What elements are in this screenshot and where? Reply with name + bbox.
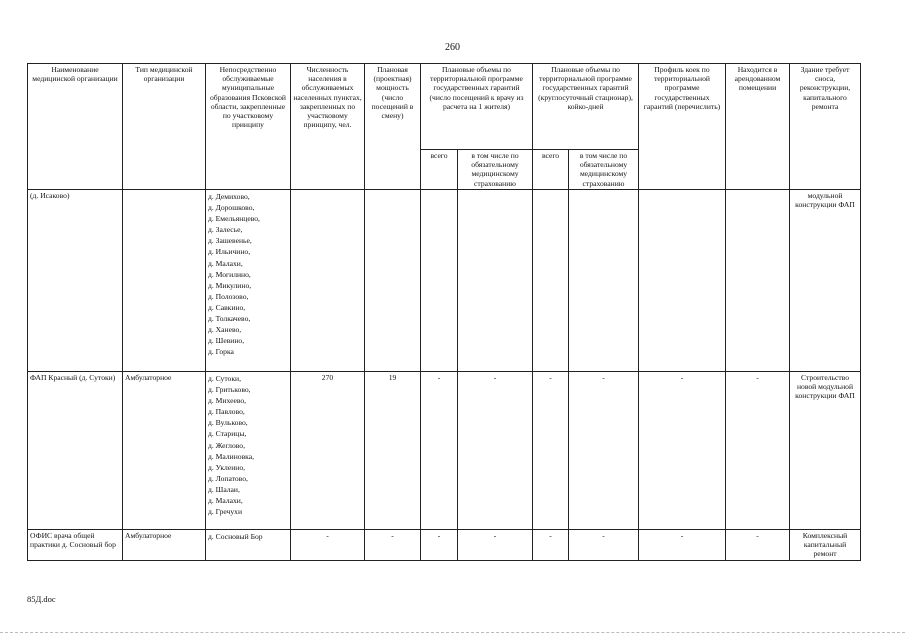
cell-op-oms: - bbox=[458, 530, 533, 561]
cell-type bbox=[123, 190, 206, 372]
village-name: д. Малахи, bbox=[208, 258, 243, 268]
cell-name: (д. Исаково) bbox=[28, 190, 123, 372]
header-population: Численность населения в обслуживаемых населенных пунктах, закрепленных по участковому принципу, чел. bbox=[291, 64, 365, 190]
cell-beds: - bbox=[639, 530, 726, 561]
header-rented: Находится в арендованном помещении bbox=[726, 64, 790, 190]
header-outpatient-volume: Плановые объемы по территориальной программе государственных гарантий (число посещений к врачу из расчета на 1 жителя) bbox=[421, 64, 533, 150]
village-name: д. Гритьково, bbox=[208, 385, 251, 395]
header-name: Наименование медицинской организации bbox=[28, 64, 123, 190]
header-beds-profile: Профиль коек по территориальной программе государственных гарантий (перечислить) bbox=[639, 64, 726, 190]
header-op-total: всего bbox=[421, 150, 458, 190]
cell-type: Амбулаторное bbox=[123, 372, 206, 530]
village-name: д. Микулино, bbox=[208, 280, 252, 290]
village-name: д. Лопатово, bbox=[208, 473, 248, 483]
cell-ip-oms bbox=[569, 190, 639, 372]
cell-capacity bbox=[365, 190, 421, 372]
cell-rented: - bbox=[726, 530, 790, 561]
cell-villages bbox=[206, 530, 291, 561]
cell-ip-oms: - bbox=[569, 530, 639, 561]
cell-building: Строительство новой модульной конструкции ФАП bbox=[790, 372, 861, 530]
cell-rented bbox=[726, 190, 790, 372]
village-name: д. Савкино, bbox=[208, 302, 246, 312]
table-row bbox=[28, 190, 861, 372]
header-capacity: Плановая (проектная) мощность (число посещений в смену) bbox=[365, 64, 421, 190]
village-name: д. Сутоки, bbox=[208, 374, 241, 383]
cell-ip-total: - bbox=[533, 530, 569, 561]
page-number: 260 bbox=[445, 42, 460, 53]
cell-type: Амбулаторное bbox=[123, 530, 206, 561]
cell-population: 270 bbox=[291, 372, 365, 530]
scan-edge-line bbox=[0, 632, 905, 633]
village-name: д. Сосновый Бор bbox=[208, 532, 263, 541]
village-name: д. Полозово, bbox=[208, 291, 249, 301]
village-name: д. Зашевенье, bbox=[208, 236, 252, 246]
village-name: д. Уклеино, bbox=[208, 462, 246, 472]
village-name: д. Малахи, bbox=[208, 496, 243, 506]
cell-ip-total: - bbox=[533, 372, 569, 530]
header-ip-oms: в том числе по обязательному медицинскому страхованию bbox=[569, 150, 639, 190]
village-name: д. Павлово, bbox=[208, 407, 245, 417]
village-name: д. Малиновка, bbox=[208, 451, 254, 461]
village-name: д. Шалаи, bbox=[208, 484, 240, 494]
village-name: д. Емельянцево, bbox=[208, 214, 260, 224]
cell-building: модульной конструкции ФАП bbox=[790, 190, 861, 372]
village-name: д. Шевино, bbox=[208, 336, 245, 346]
cell-ip-oms: - bbox=[569, 372, 639, 530]
village-name: д. Ильичино, bbox=[208, 247, 251, 257]
cell-beds bbox=[639, 190, 726, 372]
cell-name: ОФИС врача общей практики д. Сосновый бор bbox=[28, 530, 123, 561]
cell-op-total bbox=[421, 190, 458, 372]
cell-capacity: - bbox=[365, 530, 421, 561]
village-name: д. Михеево, bbox=[208, 396, 247, 406]
cell-population: - bbox=[291, 530, 365, 561]
table-row bbox=[28, 372, 861, 530]
cell-op-oms: - bbox=[458, 372, 533, 530]
village-name: д. Демихово, bbox=[208, 192, 250, 201]
village-name: д. Вульково, bbox=[208, 418, 248, 428]
village-name: д. Залесье, bbox=[208, 225, 243, 235]
cell-building: Комплексный капитальный ремонт bbox=[790, 530, 861, 561]
village-name: д. Гречухи bbox=[208, 507, 243, 517]
village-name: д. Толкачево, bbox=[208, 314, 251, 324]
table-row bbox=[28, 530, 861, 561]
header-op-oms: в том числе по обязательному медицинскому страхованию bbox=[458, 150, 533, 190]
cell-op-total: - bbox=[421, 372, 458, 530]
header-building: Здание требует сноса, реконструкции, капитального ремонта bbox=[790, 64, 861, 190]
cell-op-oms bbox=[458, 190, 533, 372]
village-name: д. Старицы, bbox=[208, 429, 247, 439]
cell-population bbox=[291, 190, 365, 372]
cell-villages bbox=[206, 190, 291, 372]
cell-villages bbox=[206, 372, 291, 530]
cell-beds: - bbox=[639, 372, 726, 530]
village-name: д. Могилино, bbox=[208, 269, 251, 279]
header-inpatient-volume: Плановые объемы по территориальной программе государственных гарантий (круглосуточный стационар), койко-дней bbox=[533, 64, 639, 150]
medical-organizations-table bbox=[27, 63, 861, 561]
village-name: д. Ханево, bbox=[208, 325, 242, 335]
header-ip-total: всего bbox=[533, 150, 569, 190]
village-name: д. Горка bbox=[208, 347, 234, 357]
village-name: д. Жеглово, bbox=[208, 440, 245, 450]
cell-ip-total bbox=[533, 190, 569, 372]
header-type: Тип медицинской организации bbox=[123, 64, 206, 190]
cell-rented: - bbox=[726, 372, 790, 530]
header-row bbox=[28, 64, 861, 150]
cell-capacity: 19 bbox=[365, 372, 421, 530]
header-settlements: Непосредственно обслуживаемые муниципальные образования Псковской области, закрепленные по участковому принципу bbox=[206, 64, 291, 190]
cell-op-total: - bbox=[421, 530, 458, 561]
footer-filename: 85Д.doc bbox=[27, 594, 56, 604]
cell-name: ФАП Красный (д. Сутоки) bbox=[28, 372, 123, 530]
village-name: д. Дорошково, bbox=[208, 203, 255, 213]
